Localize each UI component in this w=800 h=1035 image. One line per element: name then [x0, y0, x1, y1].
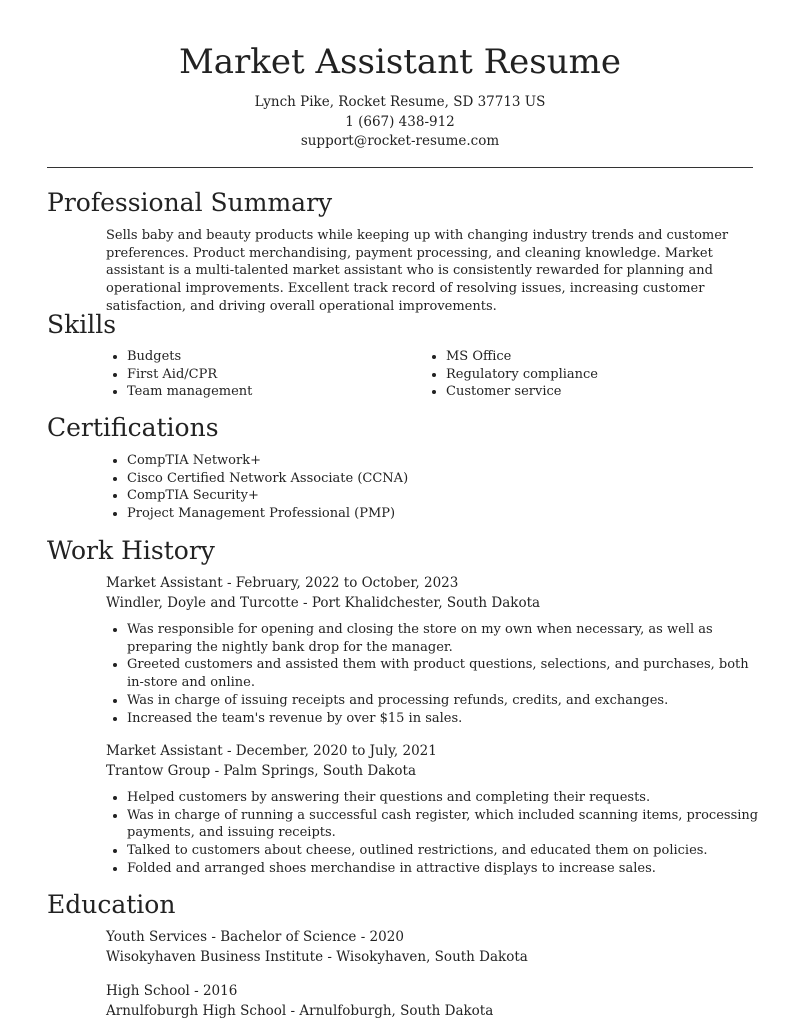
job-bullet: • Folded and arranged shoes merchandise in attractive displays to increase sales. — [127, 860, 769, 878]
contact-email: support@rocket-resume.com — [300, 133, 500, 149]
skill-item: • Regulatory compliance — [446, 366, 746, 384]
skill-item: • First Aid/CPR — [127, 366, 427, 384]
job-bullet: • Was responsible for opening and closing the store on my own when necessary, as well as preparing the nightly bank drop for the manager. — [127, 621, 769, 656]
job-bullet: • Was in charge of issuing receipts and processing refunds, credits, and exchanges. — [127, 692, 769, 710]
job-company-line: Windler, Doyle and Turcotte - Port Khalidchester, South Dakota — [106, 595, 541, 611]
job-bullets — [106, 789, 769, 878]
certifications-heading: Certifications — [47, 413, 219, 442]
education-degree-line: High School - 2016 — [106, 983, 238, 999]
job-title-line: Market Assistant - December, 2020 to July, 2021 — [106, 743, 437, 759]
job-bullet: • Increased the team's revenue by over $15 in sales. — [127, 710, 769, 728]
skill-item: • Budgets — [127, 348, 427, 366]
skill-item: • MS Office — [446, 348, 746, 366]
skill-item: • Customer service — [446, 383, 746, 401]
summary-heading: Professional Summary — [47, 188, 333, 217]
summary-text: Sells baby and beauty products while keeping up with changing industry trends and customer preferences. Product merchandising, payment processing, and cleaning knowledge. Market assistant is a multi-talented market assistant who is consistently rewarded for planning and operational improvements. Excellent track record of resolving issues, increasing customer satisfaction, and driving overall operational improvements. — [106, 228, 729, 314]
job-bullet: • Was in charge of running a successful cash register, which included scanning items, processing payments, and issuing receipts. — [127, 807, 769, 842]
skills-list-left — [106, 348, 427, 401]
skills-heading: Skills — [47, 310, 117, 339]
contact-address: Lynch Pike, Rocket Resume, SD 37713 US — [254, 94, 546, 110]
certification-item: • Project Management Professional (PMP) — [127, 505, 747, 523]
education-school-line: Wisokyhaven Business Institute - Wisokyhaven, South Dakota — [106, 949, 528, 965]
job-title-line: Market Assistant - February, 2022 to October, 2023 — [106, 575, 459, 591]
job-bullet: • Talked to customers about cheese, outlined restrictions, and educated them on policies. — [127, 842, 769, 860]
resume-title: Market Assistant Resume — [178, 42, 622, 82]
header-divider — [47, 167, 753, 168]
education-degree-line: Youth Services - Bachelor of Science - 2020 — [106, 929, 404, 945]
certification-item: • CompTIA Security+ — [127, 487, 747, 505]
job-company-line: Trantow Group - Palm Springs, South Dakota — [106, 763, 417, 779]
work-history-heading: Work History — [47, 536, 215, 565]
skills-list-right — [425, 348, 746, 401]
skill-item: • Team management — [127, 383, 427, 401]
education-heading: Education — [47, 890, 176, 919]
job-bullets — [106, 621, 769, 727]
contact-phone: 1 (667) 438-912 — [345, 114, 455, 130]
job-bullet: • Helped customers by answering their questions and completing their requests. — [127, 789, 769, 807]
certification-item: • Cisco Certified Network Associate (CCNA) — [127, 470, 747, 488]
education-school-line: Arnulfoburgh High School - Arnulfoburgh, South Dakota — [106, 1003, 494, 1019]
certification-item: • CompTIA Network+ — [127, 452, 747, 470]
job-bullet: • Greeted customers and assisted them with product questions, selections, and purchases, both in-store and online. — [127, 656, 769, 691]
certifications-list — [106, 452, 747, 523]
